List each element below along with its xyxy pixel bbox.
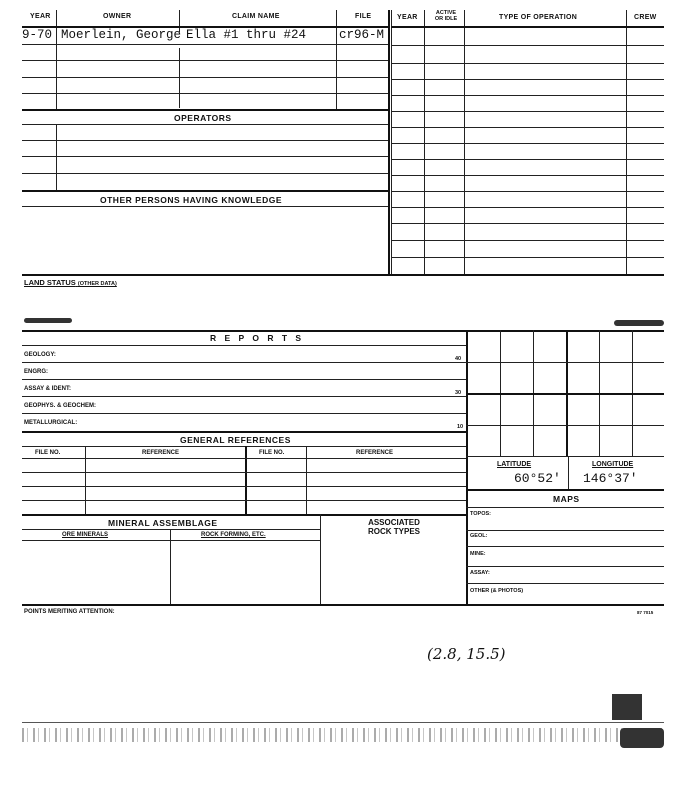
row-rule (391, 45, 664, 46)
scan-artifact (614, 320, 664, 326)
header-rule (391, 26, 664, 28)
section-rule (22, 514, 466, 516)
row-rule (466, 566, 664, 567)
scan-artifact (620, 728, 664, 748)
row-rule (22, 379, 466, 380)
maps-title: MAPS (553, 494, 580, 504)
mine-label: MINE: (470, 551, 486, 557)
mineral-assemblage-title: MINERAL ASSEMBLAGE (108, 518, 218, 528)
divider (85, 446, 86, 514)
row-rule (22, 345, 466, 346)
claim-owner: Moerlein, George (61, 28, 182, 42)
handwritten-coordinates: (2.8, 15.5) (427, 645, 506, 663)
row-rule (22, 60, 388, 61)
row-rule (22, 472, 466, 473)
general-references-title: GENERAL REFERENCES (180, 435, 291, 445)
row-rule (22, 206, 388, 207)
land-status-label: LAND STATUS (OTHER DATA) (24, 278, 117, 287)
row-rule (22, 44, 388, 45)
divider (568, 456, 569, 489)
assay-num: 30 (455, 390, 462, 396)
row-rule (391, 175, 664, 176)
geol-label: GEOL: (470, 533, 488, 539)
scan-noise (22, 728, 664, 742)
divider (320, 514, 321, 605)
operators-title: OPERATORS (174, 113, 232, 123)
divider (245, 446, 247, 514)
row-rule (22, 93, 388, 94)
section-rule (466, 489, 664, 491)
other-photos-label: OTHER (& PHOTOS) (470, 588, 524, 594)
row-rule (22, 486, 466, 487)
row-rule (22, 529, 320, 530)
row-rule (22, 500, 466, 501)
row-rule (391, 240, 664, 241)
section-rule (22, 431, 466, 433)
other-persons-title: OTHER PERSONS HAVING KNOWLEDGE (100, 195, 283, 205)
row-rule (466, 507, 664, 508)
scan-artifact (612, 694, 642, 720)
longitude-value: 146°37' (583, 471, 638, 486)
crew-header: CREW (634, 14, 657, 21)
row-rule (22, 458, 466, 459)
row-rule (466, 530, 664, 531)
claim-name-header: CLAIM NAME (232, 13, 280, 20)
row-rule (22, 396, 466, 397)
claim-name: Ella #1 thru #24 (186, 28, 307, 42)
metallurgical-num: 10 (457, 424, 464, 430)
metallurgical-label: METALLURGICAL: (24, 420, 78, 426)
longitude-label: LONGITUDE (592, 461, 634, 468)
ore-minerals-header: ORE MINERALS (62, 532, 109, 538)
claim-file: cr96-M (339, 28, 385, 42)
geophys-label: GEOPHYS. & GEOCHEM: (24, 403, 97, 409)
row-rule (391, 257, 664, 258)
associated-rock-types-header: ASSOCIATED ROCK TYPES (367, 518, 420, 536)
row-rule (391, 127, 664, 128)
row-rule (391, 207, 664, 208)
geology-num: 40 (455, 356, 462, 362)
row-rule (466, 583, 664, 584)
grid-line (466, 362, 664, 363)
row-rule (22, 173, 388, 174)
divider (388, 10, 390, 275)
type-of-operation-header: TYPE OF OPERATION (499, 14, 578, 21)
row-rule (22, 140, 388, 141)
row-rule (391, 223, 664, 224)
topos-label: TOPOS: (470, 511, 491, 517)
grid-line (466, 393, 664, 395)
row-rule (22, 77, 388, 78)
latitude-label: LATITUDE (497, 461, 532, 468)
form-number: 87 7015 (637, 610, 654, 615)
row-rule (391, 191, 664, 192)
reports-title: R E P O R T S (210, 333, 305, 343)
geology-label: GEOLOGY: (24, 352, 56, 358)
row-rule (391, 79, 664, 80)
divider (179, 48, 180, 108)
assay-ident-label: ASSAY & IDENT: (24, 386, 72, 392)
latitude-value: 60°52' (514, 471, 561, 486)
activity-year-header: YEAR (397, 14, 418, 21)
assay-maps-label: ASSAY: (470, 570, 490, 576)
file-no-header-2: FILE NO. (259, 450, 285, 456)
file-header: FILE (355, 13, 372, 20)
rock-forming-header: ROCK FORMING, ETC. (201, 532, 266, 538)
points-meriting-attention-label: POINTS MERITING ATTENTION: (24, 609, 115, 615)
row-rule (22, 413, 466, 414)
row-rule (466, 546, 664, 547)
divider (306, 446, 307, 514)
section-rule (22, 109, 388, 111)
grid-line (466, 456, 664, 457)
reports-bottom-rule (22, 604, 664, 606)
row-rule (391, 95, 664, 96)
divider (56, 124, 57, 190)
divider (466, 330, 468, 605)
year-header: YEAR (30, 13, 51, 20)
section-rule (22, 190, 388, 192)
scan-artifact (24, 318, 72, 323)
row-rule (22, 156, 388, 157)
row-rule (22, 124, 388, 125)
row-rule (22, 446, 466, 447)
active-or-idle-header: ACTIVE OR IDLE (434, 10, 458, 22)
row-rule (391, 143, 664, 144)
reference-header-1: REFERENCE (142, 450, 180, 456)
row-rule (391, 159, 664, 160)
upper-block-bottom-rule (22, 274, 664, 276)
owner-header: OWNER (103, 13, 132, 20)
reference-header-2: REFERENCE (356, 450, 394, 456)
claim-year: 9-70 (22, 28, 53, 42)
engrg-label: ENGRG: (24, 369, 48, 375)
row-rule (22, 540, 320, 541)
file-no-header-1: FILE NO. (35, 450, 61, 456)
row-rule (391, 111, 664, 112)
row-rule (391, 63, 664, 64)
grid-line (466, 425, 664, 426)
scan-artifact (22, 722, 664, 723)
row-rule (22, 362, 466, 363)
